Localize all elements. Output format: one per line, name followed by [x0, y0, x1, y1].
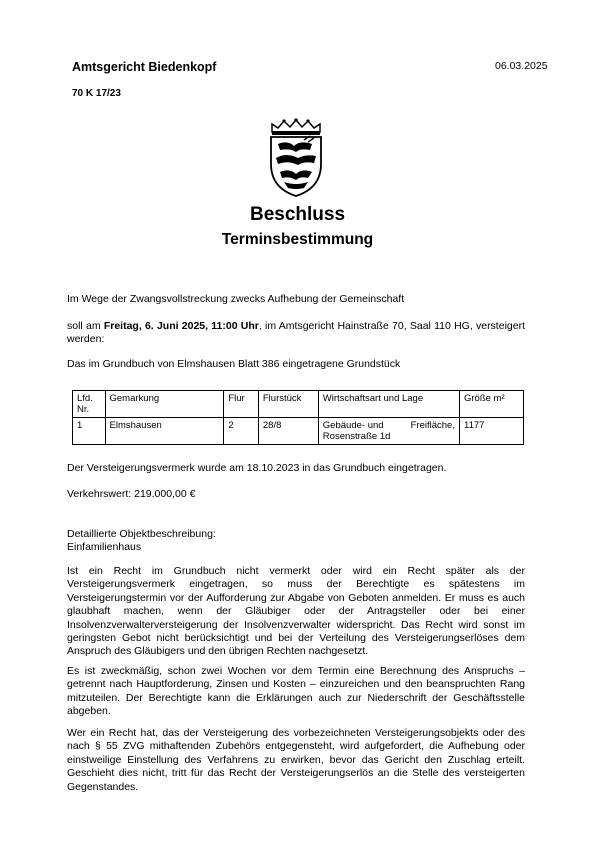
paragraph-rights-registration: Ist ein Recht im Grundbuch nicht vermerkt oder wird ein Recht später als der Versteigerungsvermerk eingetragen, so muss der Berechtigte es spätestens im Versteigerungstermin vor der Aufforderung zur Abgabe von Geboten anmelden. Er muss es auch glaubhaft machen, wenn der Gläubiger oder der Antragsteller oder bei einer Insolvenzverwalterversteigerung der Insolvenzverwalter widerspricht. Das Recht wird sonst im geringsten Gebot nicht berücksichtigt und bei der Verteilung des Versteigerungserlöses dem Anspruch des Gläubigers und den übrigen Rechten nachgesetzt. [67, 565, 525, 658]
auction-date-time: Freitag, 6. Juni 2025, 11:00 Uhr [103, 320, 259, 332]
file-number: 70 K 17/23 [72, 88, 121, 99]
cell-groesse: 1177 [459, 418, 523, 445]
cell-lage: Rosenstraße 1d [322, 431, 391, 442]
document-date: 06.03.2025 [495, 60, 548, 72]
document-subtitle: Terminsbestimmung [221, 231, 374, 248]
intro-text: Im Wege der Zwangsvollstreckung zwecks Aufhebung der Gemeinschaft [67, 293, 405, 305]
cell-wirtschaftsart-b: Freifläche, [410, 420, 455, 431]
col-header-groesse: Größe m² [459, 391, 523, 418]
object-label: Detaillierte Objektbeschreibung: [67, 528, 216, 540]
paragraph-claim-calculation: Es ist zweckmäßig, schon zwei Wochen vor dem Termin eine Berechnung des Anspruchs – getrennt nach Hauptforderung, Zinsen und Kosten – einzureichen und den beanspruchten Rang mitzuteilen. Der Berechtigte kann die Erklärungen auch zur Niederschrift der Geschäftsstelle abgeben. [67, 665, 525, 718]
property-table [72, 390, 524, 445]
col-header-wirtschaftsart: Wirtschaftsart und Lage [318, 391, 459, 418]
object-description [67, 528, 525, 555]
col-header-flur: Flur [224, 391, 259, 418]
cell-wirtschaftsart [318, 418, 459, 445]
schedule-prefix: soll am [67, 320, 104, 332]
paragraph-objection-rights: Wer ein Recht hat, das der Versteigerung des vorbezeichneten Versteigerungsobjekts oder des nach § 55 ZVG mithaftenden Zubehörs entgegensteht, wird aufgefordert, die Aufhebung oder einstweilige Einstellung des Verfahrens zu erwirken, bevor das Gericht den Zuschlag erteilt. Geschieht dies nicht, tritt für das Recht der Versteigerungserlös an die Stelle des versteigerten Gegenstandes. [67, 727, 525, 793]
object-value: Einfamilienhaus [67, 541, 142, 554]
schedule-text [67, 320, 525, 347]
col-header-gemarkung: Gemarkung [105, 391, 224, 418]
document-title: Beschluss [249, 204, 346, 225]
table-header-row [73, 391, 524, 418]
cell-nr: 1 [73, 418, 106, 445]
hessen-coat-of-arms-icon [264, 118, 328, 198]
verkehrswert-text: Verkehrswert: 219.000,00 € [67, 488, 196, 500]
col-header-flurstueck: Flurstück [258, 391, 318, 418]
cell-flur: 2 [224, 418, 259, 445]
vermerk-text: Der Versteigerungsvermerk wurde am 18.10.2023 in das Grundbuch eingetragen. [67, 462, 447, 474]
table-row [73, 418, 524, 445]
col-header-nr: Lfd. Nr. [73, 391, 106, 418]
schedule-suffix: , im Amtsgericht Hainstraße 70, Saal 110 HG, versteigert werden: [67, 320, 525, 346]
cell-gemarkung: Elmshausen [105, 418, 224, 445]
property-intro: Das im Grundbuch von Elmshausen Blatt 386 eingetragene Grundstück [67, 358, 401, 370]
cell-flurstueck: 28/8 [258, 418, 318, 445]
cell-wirtschaftsart-a: Gebäude- und [322, 420, 384, 431]
court-name: Amtsgericht Biedenkopf [72, 60, 217, 74]
